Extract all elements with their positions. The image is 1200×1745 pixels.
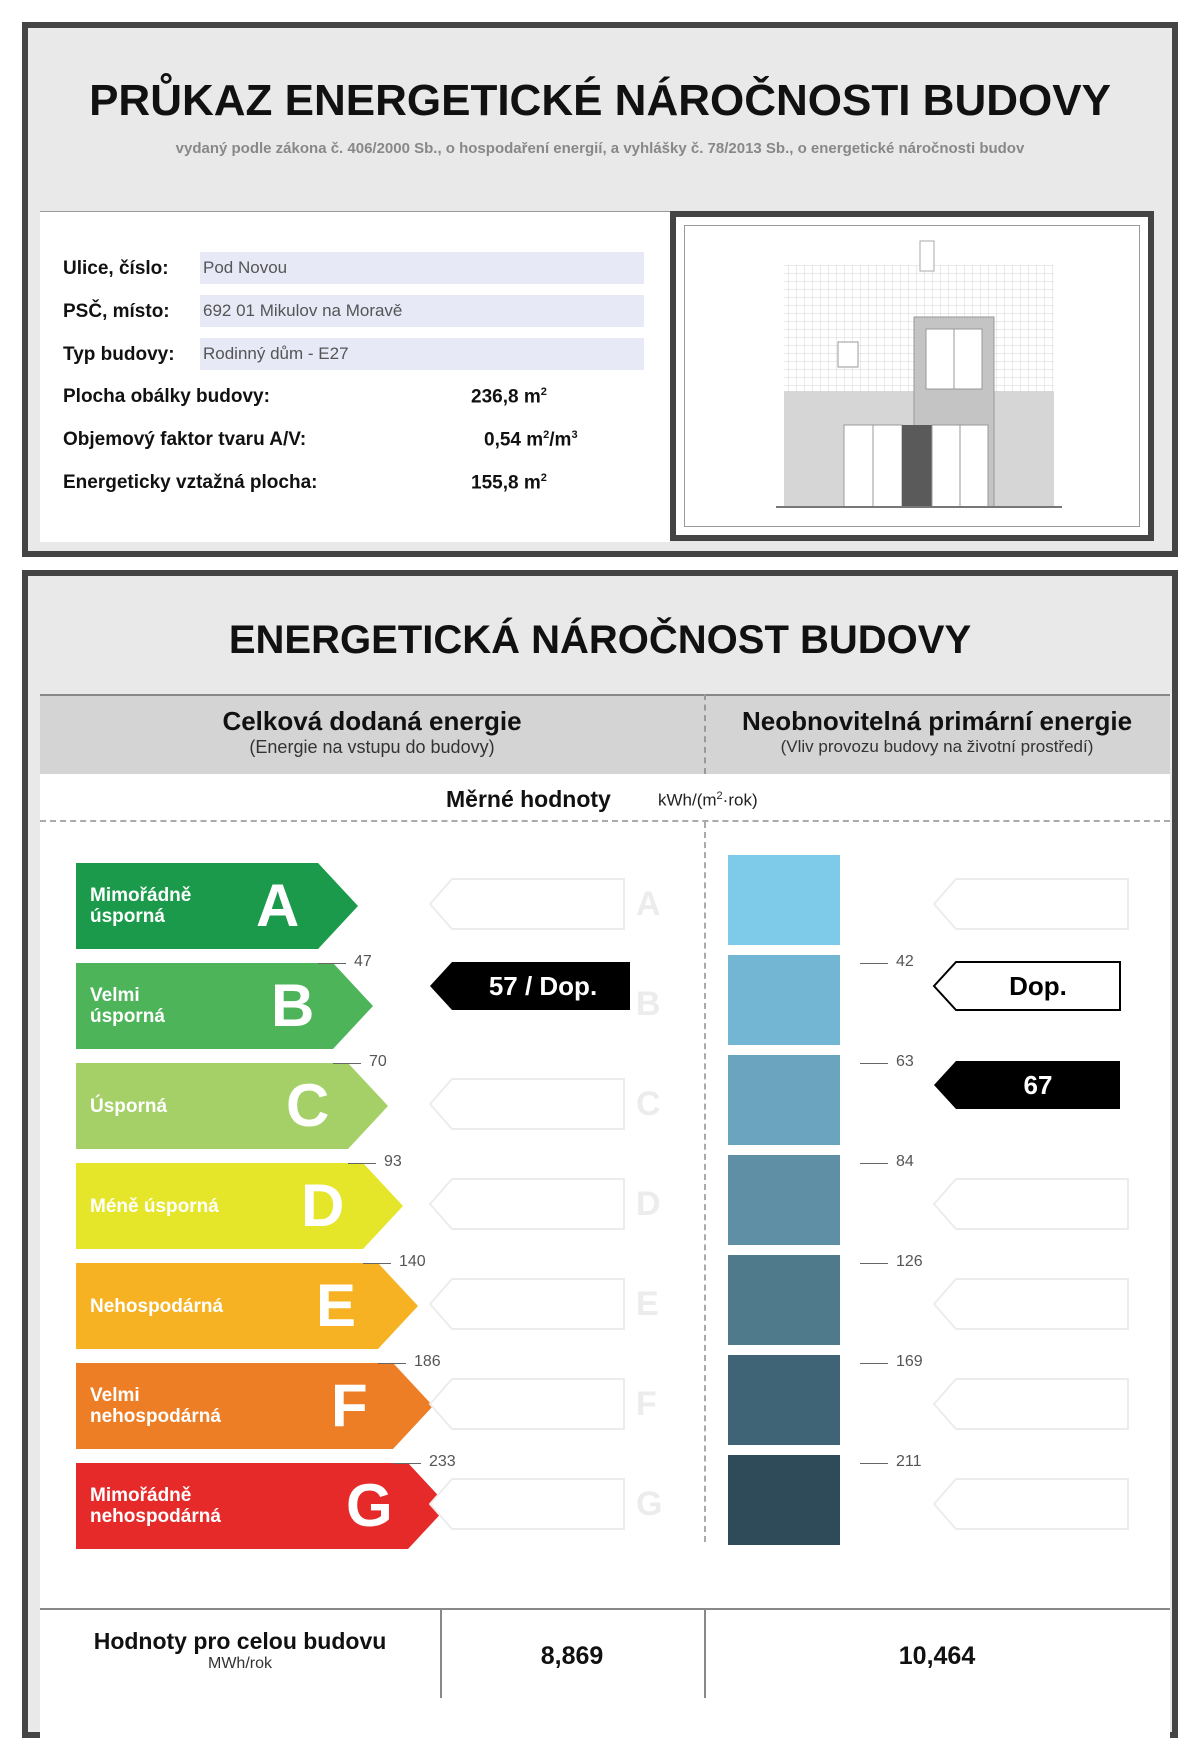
energy-class-letter-c: C	[286, 1072, 330, 1139]
left-threshold-value: 93	[384, 1153, 402, 1170]
rating-markers	[28, 576, 1172, 1736]
right-threshold-value: 42	[896, 953, 914, 970]
left-threshold-value: 233	[429, 1453, 456, 1470]
rating-panel	[22, 570, 1178, 1738]
right-threshold-value: 63	[896, 1053, 914, 1070]
energy-class-letter-b: B	[271, 972, 315, 1039]
class-ghost-letter-e: E	[636, 1285, 659, 1323]
energy-class-label-f: Velmi nehospodárná	[90, 1385, 221, 1427]
total-primary-energy: 10,464	[898, 1642, 976, 1670]
right-required-marker-text: Dop.	[1009, 971, 1067, 1001]
left-threshold-value: 47	[354, 953, 372, 970]
psc-label: PSČ, místo:	[63, 301, 170, 322]
right-value-marker-text: 67	[1023, 1070, 1053, 1100]
energy-class-label-c: Úsporná	[90, 1096, 168, 1117]
energy-class-label-g: Mimořádně nehospodárná	[90, 1485, 221, 1527]
left-heading-sub: (Energie na vstupu do budovy)	[249, 737, 495, 757]
building-type-label: Typ budovy:	[63, 344, 175, 365]
psc-field: 692 01 Mikulov na Moravě	[200, 295, 644, 327]
class-ghost-letter-d: D	[636, 1185, 661, 1223]
total-delivered-energy: 8,869	[540, 1642, 604, 1670]
certificate-subtitle: vydaný podle zákona č. 406/2000 Sb., o hospodaření energií, a vyhlášky č. 78/2013 Sb., o energetické náročnosti budov	[175, 140, 1025, 157]
envelope-area-value: 236,8 $m^2$	[471, 386, 547, 408]
left-threshold-value: 140	[399, 1253, 426, 1270]
street-label: Ulice, číslo:	[63, 258, 169, 279]
energy-class-label-d: Méně úsporná	[90, 1196, 219, 1217]
left-threshold-value: 70	[369, 1053, 387, 1070]
left-heading-title: Celková dodaná energie	[222, 706, 522, 736]
building-image-frame	[670, 211, 1154, 541]
left-threshold-value: 186	[414, 1353, 441, 1370]
totals-label: Hodnoty pro celou budovu MWh/rok	[93, 1628, 387, 1672]
energy-class-letter-a: A	[256, 872, 300, 939]
certificate-title: PRŮKAZ ENERGETICKÉ NÁROČNOSTI BUDOVY	[89, 76, 1111, 125]
energy-class-label-a: Mimořádně úsporná	[90, 885, 192, 927]
envelope-area-label: Plocha obálky budovy:	[63, 386, 270, 407]
energy-class-label-e: Nehospodárná	[90, 1296, 224, 1317]
class-ghost-letter-b: B	[636, 985, 661, 1023]
building-type-field: Rodinný dům - E27	[200, 338, 644, 370]
right-heading-sub: (Vliv provozu budovy na životní prostředí)	[780, 737, 1094, 756]
energy-class-letter-g: G	[346, 1472, 393, 1539]
class-ghost-letter-g: G	[636, 1485, 663, 1523]
house-drawing	[676, 217, 1148, 535]
right-heading-title: Neobnovitelná primární energie	[741, 706, 1133, 736]
energy-class-letter-d: D	[301, 1172, 345, 1239]
shape-factor-value: 0,54 $m^2/m^3$	[484, 429, 578, 451]
right-threshold-value: 211	[896, 1453, 922, 1470]
class-ghost-letter-f: F	[636, 1385, 657, 1423]
class-ghost-letter-c: C	[636, 1085, 661, 1123]
left-rating-marker-text: 57 / Dop.	[488, 971, 598, 1001]
energy-area-label: Energeticky vztažná plocha:	[63, 472, 318, 493]
street-field: Pod Novou	[200, 252, 644, 284]
class-ghost-letter-a: A	[636, 885, 661, 923]
right-threshold-value: 126	[896, 1253, 923, 1270]
energy-class-letter-e: E	[316, 1272, 357, 1339]
specific-values-label: Měrné hodnoty	[446, 786, 611, 812]
right-threshold-value: 169	[896, 1353, 923, 1370]
right-threshold-value: 84	[896, 1153, 914, 1170]
unit-label: kWh/$(m^2\cdot rok)$	[658, 790, 758, 810]
energy-class-letter-f: F	[331, 1372, 368, 1439]
shape-factor-label: Objemový faktor tvaru A/V:	[63, 429, 307, 450]
certificate-header-panel	[22, 22, 1178, 557]
energy-area-value: 155,8 $m^2$	[471, 472, 547, 494]
rating-title: ENERGETICKÁ NÁROČNOST BUDOVY	[228, 618, 972, 662]
energy-class-label-b: Velmi úsporná	[90, 985, 165, 1027]
